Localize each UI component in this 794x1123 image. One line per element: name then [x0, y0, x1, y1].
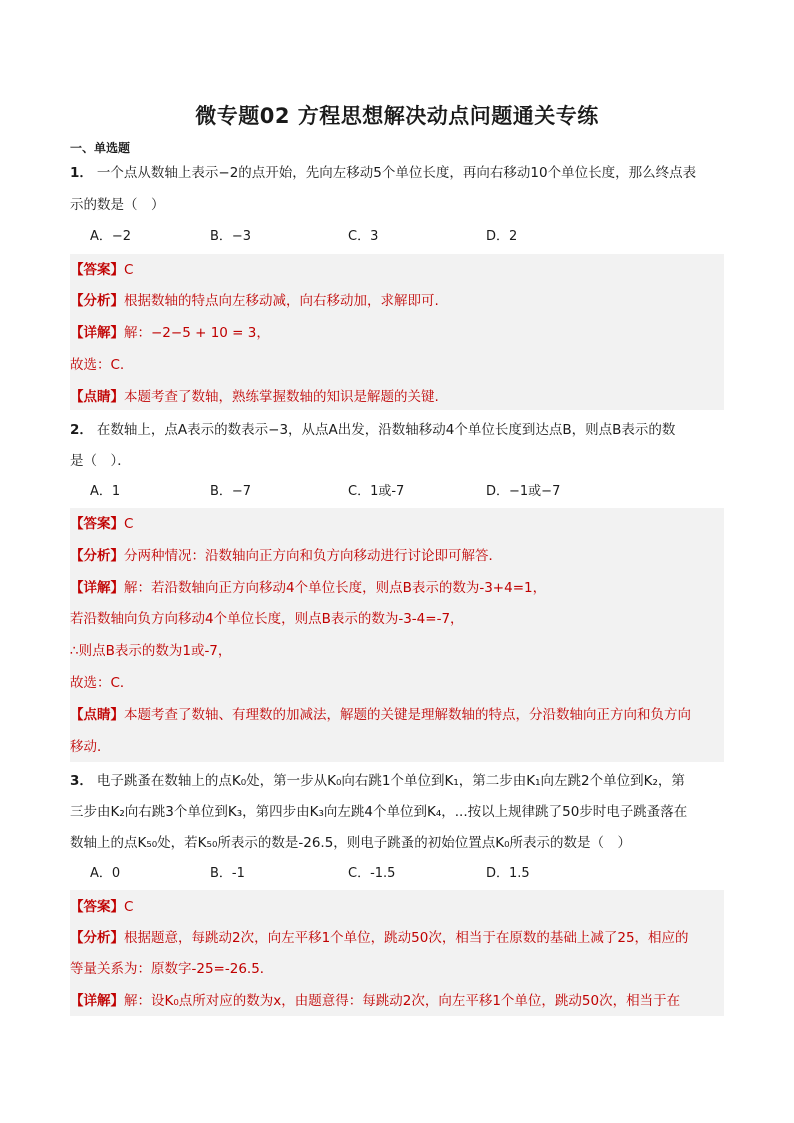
question-1-line-1: 一个点从数轴上表示−2的点开始，先向左移动5个单位长度，再向右移动10个单位长度，那么终点表 [96, 165, 697, 181]
q1-option-c: C．3 [348, 229, 379, 244]
q2-detail [70, 578, 724, 598]
q2-detail-3: ∴则点B表示的数为1或-7， [70, 643, 232, 659]
answer-value: C [124, 262, 134, 278]
question-1-line-2: 示的数是（ ） [70, 197, 165, 213]
q3-detail [70, 991, 724, 1011]
q1-option-d: D．2 [486, 229, 518, 244]
answer-value: C [124, 899, 134, 915]
q1-analysis [70, 291, 724, 311]
q2-comment [70, 705, 724, 725]
question-3-number: 3． [70, 773, 93, 789]
detail-text-1: 解：若沿数轴向正方向移动4个单位长度，则点B表示的数为-3+4=1， [124, 580, 547, 596]
q1-choose: 故选：C. [70, 357, 125, 373]
comment-tag: 【点睛】 [70, 707, 124, 723]
comment-tag: 【点睛】 [70, 389, 124, 405]
analysis-tag: 【分析】 [70, 930, 124, 946]
question-3-line-1: 电子跳蚤在数轴上的点K₀处，第一步从K₀向右跳1个单位到K₁，第二步由K₁向左跳2个单位到K₂，第 [96, 773, 685, 789]
question-3-line-3: 数轴上的点K₅₀处，若K₅₀所表示的数是-26.5，则电子跳蚤的初始位置点K₀所表示的数是（ ） [70, 835, 632, 851]
question-2-text [70, 420, 724, 440]
q1-option-a: A．−2 [90, 229, 132, 244]
q1-answer [70, 260, 724, 280]
question-2-line-2: 是（ ）． [70, 453, 131, 469]
q2-comment-2: 移动． [70, 739, 111, 755]
analysis-tag: 【分析】 [70, 548, 124, 564]
detail-tag: 【详解】 [70, 325, 124, 341]
q1-option-b: B．−3 [210, 229, 252, 244]
q2-analysis [70, 546, 724, 566]
detail-tag: 【详解】 [70, 580, 124, 596]
question-3-line-2: 三步由K₂向右跳3个单位到K₃，第四步由K₃向左跳4个单位到K₄，...按以上规律跳了50步时电子跳蚤落在 [70, 804, 688, 820]
q2-choose: 故选：C． [70, 675, 134, 691]
answer-tag: 【答案】 [70, 262, 124, 278]
analysis-text: 根据数轴的特点向左移动减，向右移动加，求解即可. [124, 293, 439, 309]
section-heading: 一、单选题 [70, 141, 131, 155]
detail-tag: 【详解】 [70, 993, 124, 1009]
q2-option-c: C．1或-7 [348, 484, 405, 499]
q3-option-c: C．-1.5 [348, 866, 396, 881]
question-1-text [70, 163, 724, 183]
analysis-text-1: 根据题意，每跳动2次，向左平移1个单位，跳动50次，相当于在原数的基础上减了25，相应的 [124, 930, 689, 946]
answer-tag: 【答案】 [70, 899, 124, 915]
page-title: 微专题02 方程思想解决动点问题通关专练 [195, 104, 599, 128]
answer-tag: 【答案】 [70, 516, 124, 532]
q3-option-d: D．1.5 [486, 866, 530, 881]
question-2-number: 2． [70, 422, 93, 438]
answer-value: C [124, 516, 134, 532]
q1-detail [70, 323, 724, 343]
q3-analysis [70, 928, 724, 948]
q1-comment [70, 387, 724, 407]
q3-option-b: B．-1 [210, 866, 245, 881]
analysis-text: 分两种情况：沿数轴向正方向和负方向移动进行讨论即可解答． [124, 548, 502, 564]
question-1-number: 1． [70, 165, 93, 181]
q3-option-a: A．0 [90, 866, 121, 881]
comment-text-1: 本题考查了数轴、有理数的加减法，解题的关键是理解数轴的特点，分沿数轴向正方向和负方向 [124, 707, 691, 723]
detail-text: 解：−2−5 + 10 = 3， [124, 325, 270, 341]
q3-answer [70, 897, 724, 917]
q2-detail-2: 若沿数轴向负方向移动4个单位长度，则点B表示的数为-3-4=-7， [70, 611, 464, 627]
question-2-line-1: 在数轴上，点A表示的数表示−3，从点A出发，沿数轴移动4个单位长度到达点B，则点B表示的数 [96, 422, 676, 438]
q2-option-b: B．−7 [210, 484, 252, 499]
q2-option-a: A．1 [90, 484, 121, 499]
detail-text-1: 解：设K₀点所对应的数为x，由题意得：每跳动2次，向左平移1个单位，跳动50次，相当于在 [124, 993, 681, 1009]
comment-text: 本题考查了数轴，熟练掌握数轴的知识是解题的关键. [124, 389, 439, 405]
q2-answer [70, 514, 724, 534]
q2-option-d: D．−1或−7 [486, 484, 561, 499]
question-3-text [70, 771, 724, 791]
analysis-tag: 【分析】 [70, 293, 124, 309]
q3-analysis-2: 等量关系为：原数字-25=-26.5． [70, 961, 274, 977]
